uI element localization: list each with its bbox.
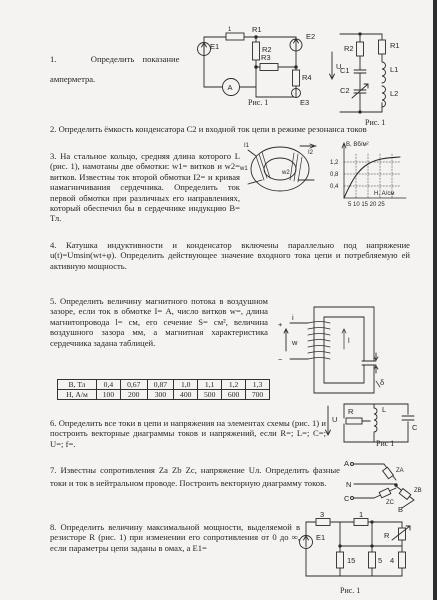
y-tick-0-4: 0,4 [330, 184, 339, 190]
node-1-label: 1 [228, 27, 232, 33]
r2-label: R2 [344, 44, 354, 53]
problem-1-text-2: амперметра. [50, 74, 96, 84]
resistor-1-label: 1 [359, 510, 364, 519]
za-impedance [383, 467, 394, 479]
table-cell: 1,0 [174, 380, 198, 390]
length-label: l [348, 336, 350, 345]
table-cell: 100 [96, 390, 120, 400]
ring-core-figure [238, 140, 320, 198]
c1-label: C1 [340, 66, 350, 75]
r3-resistor [260, 64, 278, 71]
problem-3-text-wrap [50, 151, 240, 224]
e1-label: E1 [316, 533, 326, 542]
x-ticks: 5 10 15 20 25 [348, 202, 385, 208]
resistor-5 [369, 552, 376, 568]
figure-1-circuit [196, 27, 326, 107]
figure-2-caption: Рис. 1 [365, 118, 386, 127]
u-label: U [336, 62, 342, 71]
table-cell: 1,1 [198, 380, 222, 390]
plus-sign: + [278, 320, 283, 329]
r-label: R [348, 407, 354, 416]
table-cell: 300 [147, 390, 174, 400]
c2-label: C2 [340, 86, 350, 95]
resistor-4 [399, 552, 406, 568]
neutral-label: N [346, 480, 352, 489]
x-axis-unit: H, А/см [374, 191, 395, 197]
figure-1-caption: Рис. 1 [248, 98, 269, 107]
r2-label: R2 [262, 45, 272, 54]
page-edge-shadow [433, 0, 437, 600]
magnetic-core-figure [276, 303, 386, 403]
table-cell: 400 [174, 390, 198, 400]
y-axis-unit: B, Вб/м² [346, 142, 369, 148]
problem-3-text: 3. На стальное кольцо, средняя длина которого L (рис. 1), намотаны две обмотки: w1= витков и w2= витков. Известны ток второй обмотки I2= и кривая намагничивания сердечника. Определить ток первой обмотки при различных его направлениях, который обеспечил бы в сердечнике индукцию B= Тл. [50, 151, 240, 224]
table-cell: 0,4 [96, 380, 120, 390]
r1-label: R1 [252, 25, 262, 34]
problem-7-text: 7. Известны сопротивления Za Zb Zc, напряжение Uл. Определить фазные токи и ток в нейтральном проводе. Построить векторную диаграмму токов. [50, 465, 340, 488]
turns-label: w [292, 338, 298, 347]
table-cell: 200 [120, 390, 147, 400]
e1-label: E1 [210, 42, 220, 51]
r1-resistor [226, 33, 244, 40]
winding-coil [308, 322, 330, 360]
bh-table [57, 379, 270, 400]
r1-resistor [379, 40, 386, 54]
magnetization-curve-chart [330, 140, 412, 212]
figure-8-caption: Рис. 1 [340, 586, 361, 595]
figure-6-caption: Рис 1 [376, 439, 395, 448]
w1-label: w1 [240, 166, 248, 172]
r3-label: R3 [261, 53, 271, 62]
table-cell: 0,87 [147, 380, 174, 390]
problem-1-line-1 [50, 54, 179, 64]
r2-resistor [253, 42, 260, 60]
resistor-3 [316, 519, 330, 526]
problem-1-number: 1. [50, 54, 57, 64]
resistor-1 [354, 519, 368, 526]
current-label: i [292, 313, 294, 322]
i1-label: I1 [244, 143, 250, 149]
figure-8-circuit [298, 512, 410, 582]
table-row [58, 390, 270, 400]
problem-4-text: 4. Катушка индуктивности и конденсатор включены параллельно под напряжение u(t)=Umsin(wt+φ). Определить действующее значение входного тока цепи и потребляемую ей активную мощность. [50, 240, 410, 271]
y-tick-0-8: 0,8 [330, 172, 339, 178]
problem-5-text: 5. Определить величину магнитного потока в воздушном зазоре, если ток в обмотке I= А, число витков w=, длина магнитопровода l= см, его сечение S= см², величина воздушного зазора мм, а магнитная характеристика сердечника задана таблицей. [50, 296, 268, 348]
figure-2-circuit [326, 26, 416, 116]
l1-label: L1 [390, 65, 399, 74]
star-load-figure [344, 456, 426, 514]
problem-1-text-1: Определить показание [90, 54, 180, 64]
resistor-3-label: 3 [320, 510, 325, 519]
resistor-5-label: 5 [378, 556, 383, 565]
table-cell: 0,67 [120, 380, 147, 390]
table-cell: 1,3 [246, 380, 270, 390]
resistor-4-label: 4 [390, 556, 395, 565]
za-label: ZA [396, 468, 404, 474]
problem-2-text: 2. Определить ёмкость конденсатора С2 и входной ток цепи в режиме резонанса токов [50, 124, 367, 134]
l-label: L [382, 405, 387, 414]
c-label: C [412, 423, 418, 432]
table-cell: 600 [222, 390, 246, 400]
i2-label: I2 [308, 150, 314, 156]
problem-6-text: 6. Определить все токи в цепи и напряжения на элементах схемы (рис. 1) и построить векторные диаграммы токов и напряжений, если R=; L=; C=; U=; f=. [50, 418, 326, 449]
phase-b-label: B [398, 505, 404, 514]
table-row [58, 380, 270, 390]
phase-c-label: C [344, 494, 350, 503]
minus-sign: − [278, 355, 283, 364]
load-r-label: R [384, 531, 390, 540]
zb-label: ZB [414, 488, 422, 494]
table-cell: 700 [246, 390, 270, 400]
e3-label: E3 [300, 98, 310, 107]
table-header-cell: B, Тл [58, 380, 97, 390]
l2-label: L2 [390, 89, 399, 98]
table-cell: 1,2 [222, 380, 246, 390]
table-cell: 500 [198, 390, 222, 400]
u-label: U [332, 415, 338, 424]
problem-8-text: 8. Определить величину максимальной мощности, выделяемой в резисторе R (рис. 1) при изменении его сопротивления от 0 до ∞, если параметры цепи заданы в омах, а E1= [50, 522, 300, 553]
w2-label: w2 [282, 170, 290, 176]
y-tick-1-2: 1,2 [330, 160, 339, 166]
core-outer [314, 307, 374, 393]
r2-resistor [357, 42, 364, 56]
gap-label: δ [380, 378, 385, 387]
r4-resistor [293, 70, 300, 86]
e2-label: E2 [306, 32, 316, 41]
figure-6-circuit [324, 398, 422, 448]
phase-a-label: A [344, 459, 350, 468]
ammeter-label: A [227, 83, 233, 92]
r4-label: R4 [302, 73, 312, 82]
zc-impedance [379, 488, 391, 498]
resistor-15-label: 15 [347, 556, 356, 565]
resistor-15 [337, 552, 344, 568]
r-resistor [346, 418, 362, 424]
zc-label: ZC [386, 500, 394, 506]
table-header-cell: H, А/м [58, 390, 97, 400]
r1-label: R1 [390, 41, 400, 50]
